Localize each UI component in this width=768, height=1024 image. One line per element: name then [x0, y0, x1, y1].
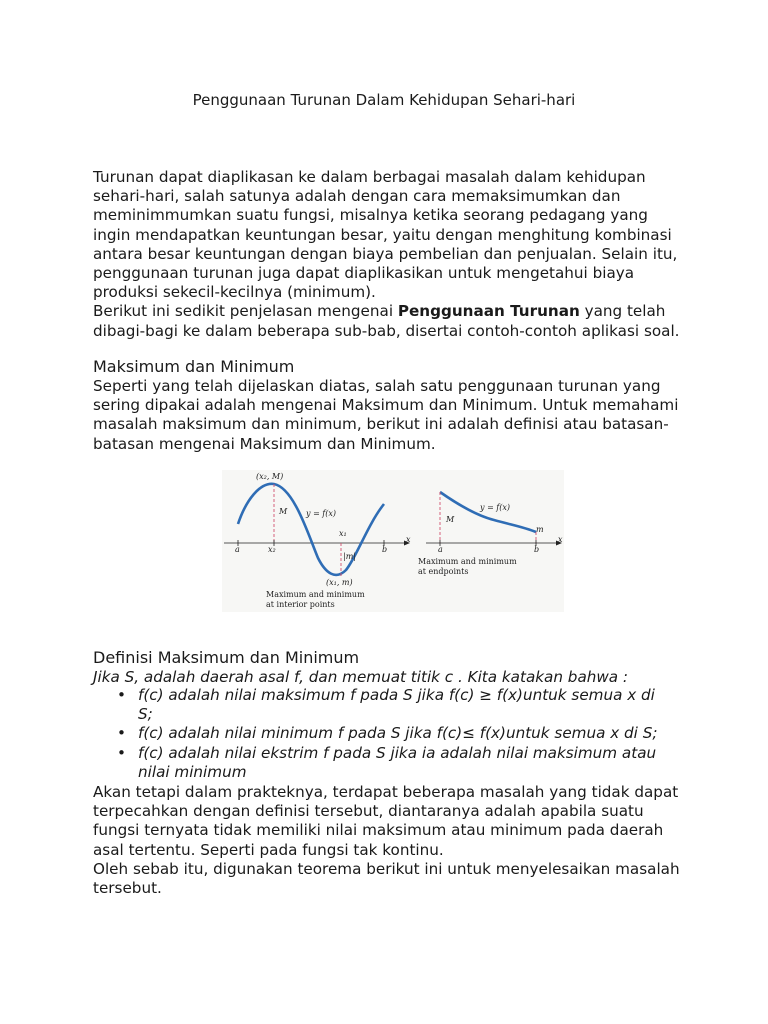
trough-label: (x₁, m): [326, 578, 353, 587]
list-item-text: f(c) adalah nilai ekstrim f pada S jika ia adalah nilai maksimum atau: [138, 743, 657, 762]
intro-line: ingin mendapatkan keuntungan besar, yaitu dengan menghitung kombinasi: [93, 225, 672, 244]
list-item-text: f(c) adalah nilai maksimum f pada S jika f(c) ≥ f(x)untuk semua x di: [138, 686, 655, 704]
axis-label: x: [558, 535, 563, 544]
caption-line: at endpoints: [418, 567, 469, 576]
b-label: b: [534, 545, 540, 554]
intro-line: [93, 302, 703, 321]
caption-line: Maximum and minimum: [266, 590, 365, 599]
definition-intro-line: Jika S, adalah daerah asal f, dan memuat titik c . Kita katakan bahwa :: [93, 668, 629, 686]
intro-text: yang telah: [579, 302, 666, 321]
section-heading: Maksimum dan Minimum: [93, 357, 295, 376]
function-curve: [440, 492, 536, 532]
axis-label: x: [406, 535, 411, 544]
closing-line: fungsi ternyata tidak memiliki nilai maksimum atau minimum pada daerah: [93, 821, 664, 840]
caption-line: Maximum and minimum: [418, 557, 517, 566]
caption-line: at interior points: [266, 600, 335, 609]
section-heading: Definisi Maksimum dan Minimum: [93, 648, 360, 667]
intro-line: meminimmumkan suatu fungsi, misalnya ketika seorang pedagang yang: [93, 206, 648, 225]
list-item: [93, 724, 693, 743]
section1-line: Seperti yang telah dijelaskan diatas, salah satu penggunaan turunan yang: [93, 377, 661, 395]
intro-paragraph: [93, 168, 703, 341]
intro-line: antara besar keuntungan dengan biaya pembelian dan penjualan. Selain itu,: [93, 244, 678, 263]
definition-intro: [93, 668, 703, 687]
section1-line: masalah maksimum dan minimum, berikut ini adalah definisi atau batasan-: [93, 415, 669, 434]
closing-line: asal tertentu. Seperti pada fungsi tak kontinu.: [93, 840, 444, 859]
bullet-icon: •: [117, 686, 126, 704]
intro-line: sehari-hari, salah satunya adalah dengan cara memaksimumkan dan: [93, 187, 621, 206]
peak-label: (x₂, M): [256, 472, 284, 481]
list-item-text: nilai minimum: [138, 762, 247, 781]
a-label: a: [438, 545, 443, 554]
closing-line: Akan tetapi dalam prakteknya, terdapat beberapa masalah yang tidak dapat: [93, 783, 679, 801]
section1-line: batasan mengenai Maksimum dan Minimum.: [93, 434, 436, 453]
bold-term: Penggunaan Turunan: [397, 302, 580, 321]
min-box-label: |m|: [343, 552, 356, 561]
function-label: y = f(x): [306, 509, 337, 518]
max-label: M: [279, 507, 288, 516]
list-item: [93, 686, 693, 724]
document-title: Penggunaan Turunan Dalam Kehidupan Sehari-hari: [192, 91, 576, 109]
intro-line: Turunan dapat diaplikasan ke dalam berbagai masalah dalam kehidupan: [93, 168, 646, 186]
intro-line: penggunaan turunan juga dapat diaplikasikan untuk mengetahui biaya: [93, 264, 635, 283]
intro-text: Berikut ini sedikit penjelasan mengenai: [93, 302, 398, 321]
section1-line: sering dipakai adalah mengenai Maksimum dan Minimum. Untuk memahami: [93, 396, 679, 415]
bullet-icon: •: [117, 724, 126, 743]
closing-line: Oleh sebab itu, digunakan teorema berikut ini untuk menyelesaikan masalah: [93, 859, 680, 878]
x1-label: x₁: [339, 529, 347, 538]
min-label: m: [536, 525, 544, 534]
bullet-icon: •: [117, 743, 126, 762]
closing-line: tersebut.: [93, 879, 162, 898]
closing-paragraph: [93, 783, 703, 898]
function-label: y = f(x): [480, 503, 511, 512]
intro-line: produksi sekecil-kecilnya (minimum).: [93, 283, 376, 302]
list-item-text: f(c) adalah nilai minimum f pada S jika f(c)≤ f(x)untuk semua x di S;: [138, 724, 658, 743]
closing-line: terpecahkan dengan definisi tersebut, diantaranya adalah apabila suatu: [93, 802, 644, 821]
list-item-text: S;: [138, 705, 153, 724]
x2-label: x₂: [268, 545, 276, 554]
definition-list: [93, 686, 693, 782]
max-label: M: [446, 515, 455, 524]
function-curve: [238, 484, 384, 575]
list-item: [93, 744, 693, 782]
b-label: b: [382, 545, 388, 554]
max-min-figure: [222, 470, 564, 612]
intro-line: dibagi-bagi ke dalam beberapa sub-bab, disertai contoh-contoh aplikasi soal.: [93, 321, 680, 340]
a-label: a: [235, 545, 240, 554]
section1-paragraph: [93, 377, 703, 454]
